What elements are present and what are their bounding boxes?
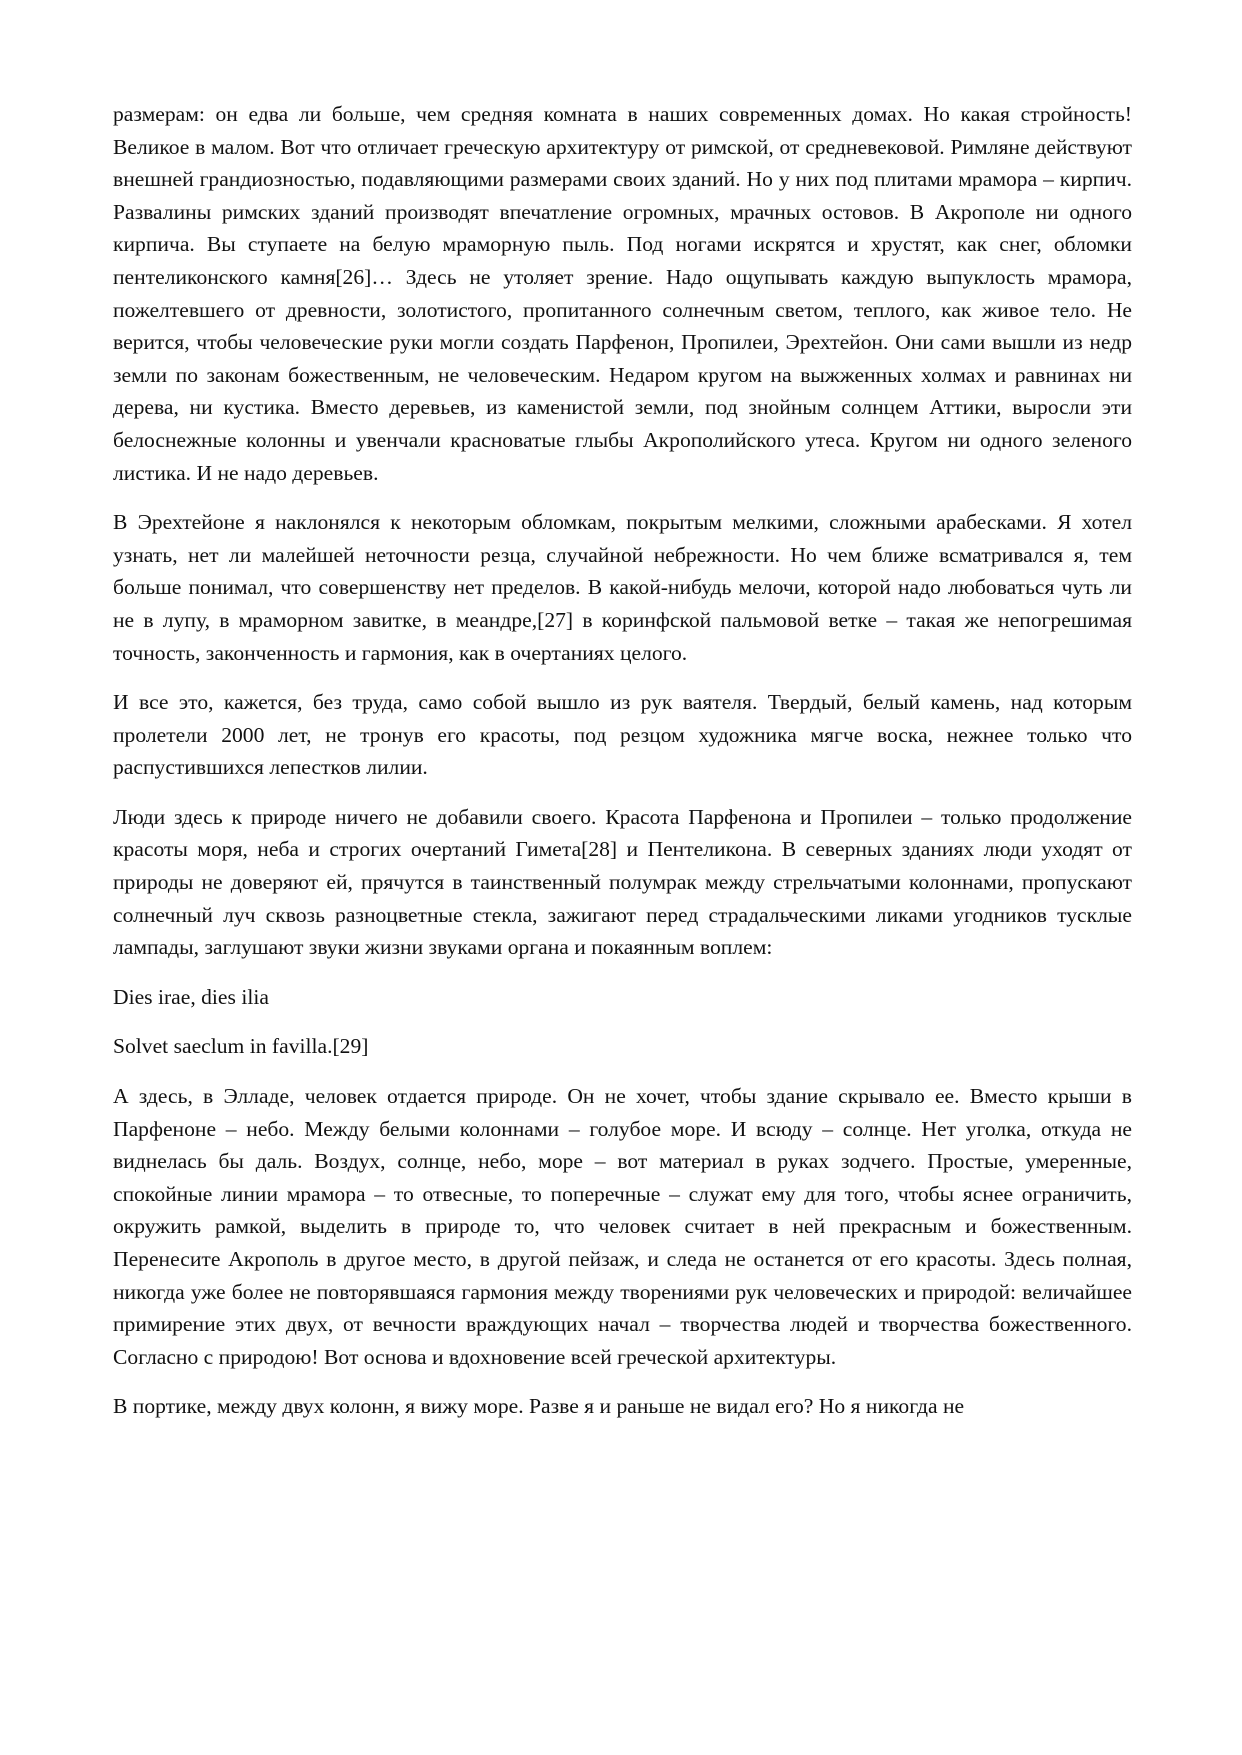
- document-page: [113, 98, 1132, 1440]
- paragraph-3: И все это, кажется, без труда, само собой вышло из рук ваятеля. Твердый, белый камень, над которым пролетели 2000 лет, не тронув его красоты, под резцом художника мягче воска, нежнее только что распустившихся лепестков лилии.: [113, 690, 1132, 780]
- paragraph-1: размерам: он едва ли больше, чем средняя комната в наших современных домах. Но какая стройность! Великое в малом. Вот что отличает греческую архитектуру от римской, от средневековой. Римляне действуют внешней грандиозностью, подавляющими размерами своих зданий. Но у них под плитами мрамора – кирпич. Развалины римских зданий производят впечатление огромных, мрачных остовов. В Акрополе ни одного кирпича. Вы ступаете на белую мраморную пыль. Под ногами искрятся и хрустят, как снег, обломки пентеликонского камня[26]… Здесь не утоляет зрение. Надо ощупывать каждую выпуклость мрамора, пожелтевшего от древности, золотистого, пропитанного солнечным светом, теплого, как живое тело. Не верится, чтобы человеческие руки могли создать Парфенон, Пропилеи, Эрехтейон. Они сами вышли из недр земли по законам божественным, не человеческим. Недаром кругом на выжженных холмах и равнинах ни дерева, ни кустика. Вместо деревьев, из каменистой земли, под знойным солнцем Аттики, выросли эти белоснежные колонны и увенчали красноватые глыбы Акрополийского утеса. Кругом ни одного зеленого листика. И не надо деревьев.: [113, 102, 1132, 485]
- paragraph-5: А здесь, в Элладе, человек отдается природе. Он не хочет, чтобы здание скрывало ее. Вместо крыши в Парфеноне – небо. Между белыми колоннами – голубое море. И всюду – солнце. Нет уголка, откуда не виднелась бы даль. Воздух, солнце, небо, море – вот материал в руках зодчего. Простые, умеренные, спокойные линии мрамора – то отвесные, то поперечные – служат ему для того, чтобы яснее ограничить, окружить рамкой, выделить в природе то, что человек считает в ней прекрасным и божественным. Перенесите Акрополь в другое место, в другой пейзаж, и следа не останется от его красоты. Здесь полная, никогда уже более не повторявшаяся гармония между творениями рук человеческих и природой: величайшее примирение этих двух, от вечности враждующих начал – творчества людей и творчества божественного. Согласно с природою! Вот основа и вдохновение всей греческой архитектуры.: [113, 1084, 1132, 1369]
- paragraph-6: В портике, между двух колонн, я вижу море. Разве я и раньше не видал его? Но я никогда не: [113, 1394, 965, 1419]
- verse-line-2: Solvet saeclum in favilla.[29]: [113, 1034, 369, 1059]
- paragraph-4: Люди здесь к природе ничего не добавили своего. Красота Парфенона и Пропилеи – только продолжение красоты моря, неба и строгих очертаний Гимета[28] и Пентеликона. В северных зданиях люди уходят от природы не доверяют ей, прячутся в таинственный полумрак между стрельчатыми колоннами, пропускают солнечный луч сквозь разноцветные стекла, зажигают перед страдальческими ликами угодников тусклые лампады, заглушают звуки жизни звуками органа и покаянным воплем:: [113, 804, 1132, 960]
- paragraph-2: В Эрехтейоне я наклонялся к некоторым обломкам, покрытым мелкими, сложными арабесками. Я хотел узнать, нет ли малейшей неточности резца, случайной небрежности. Но чем ближе всматривался я, тем больше понимал, что совершенству нет пределов. В какой-нибудь мелочи, которой надо любоваться чуть ли не в лупу, в мраморном завитке, в меандре,[27] в коринфской пальмовой ветке – такая же непогрешимая точность, законченность и гармония, как в очертаниях целого.: [113, 510, 1132, 665]
- verse-line-1: Dies irae, dies ilia: [113, 984, 269, 1009]
